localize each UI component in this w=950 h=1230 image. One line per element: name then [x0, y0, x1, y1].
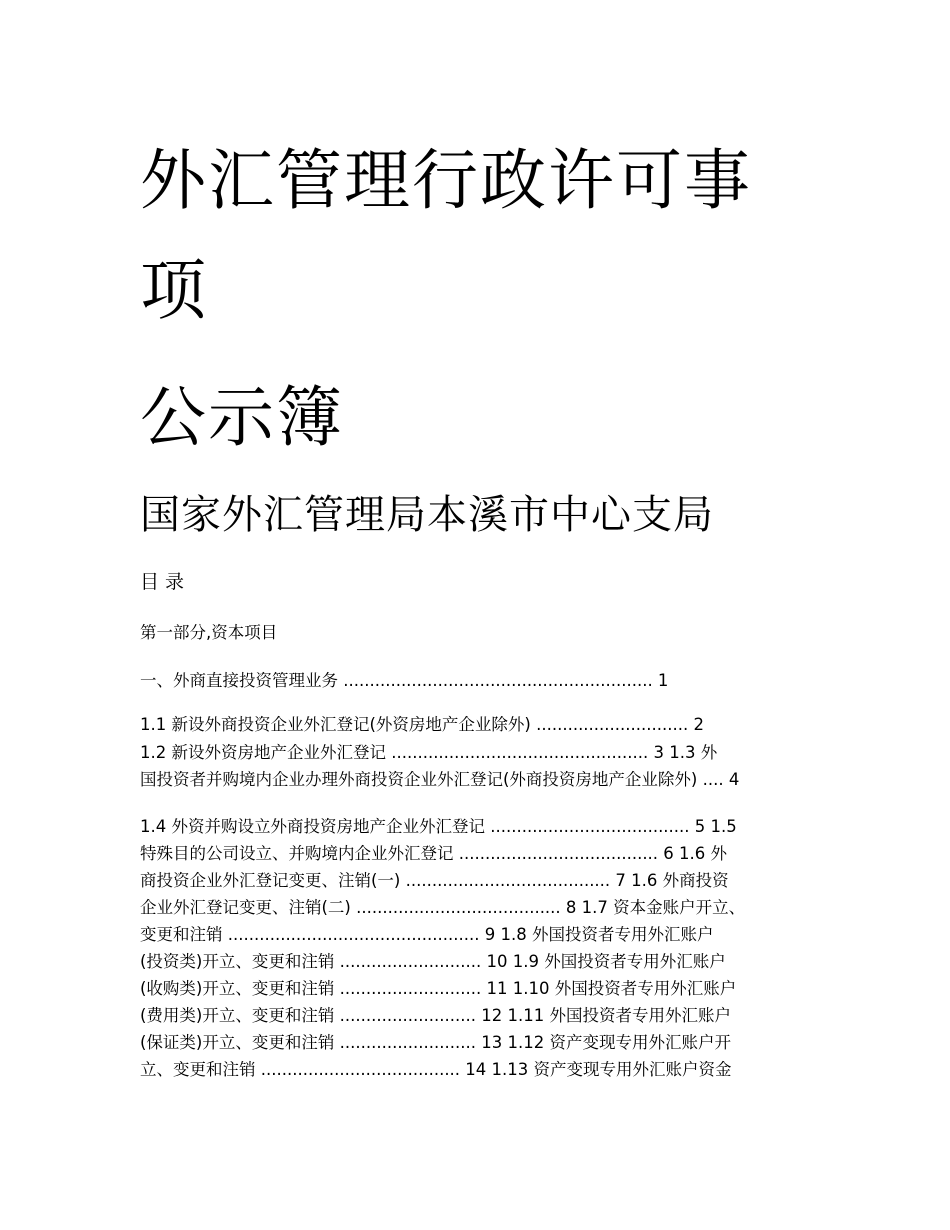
- toc-line: (费用类)开立、变更和注销 .......................... 12 1.11 外国投资者专用外汇账户: [140, 1006, 731, 1025]
- toc-line: 1.4 外资并购设立外商投资房地产企业外汇登记 ...................................... 5 1.5: [140, 817, 737, 836]
- toc-line: (收购类)开立、变更和注销 ........................... 11 1.10 外国投资者专用外汇账户: [140, 979, 737, 998]
- document-title-line-2: 项: [140, 252, 208, 329]
- document-title-line-1: 外汇管理行政许可事: [140, 142, 752, 219]
- toc-line: 1.2 新设外资房地产企业外汇登记 ................................................. 3 1.3 外: [140, 743, 718, 762]
- section-heading: 一、外商直接投资管理业务 ........................................................... 1: [140, 671, 669, 690]
- part-heading: 第一部分,资本项目: [140, 623, 278, 642]
- toc-line: 特殊目的公司设立、并购境内企业外汇登记 ...................................... 6 1.6 外: [140, 844, 728, 863]
- toc-line: 变更和注销 ................................................ 9 1.8 外国投资者专用外汇账户: [140, 925, 714, 944]
- issuer-name: 国家外汇管理局本溪市中心支局: [140, 492, 714, 538]
- toc-line: (保证类)开立、变更和注销 .......................... 13 1.12 资产变现专用外汇账户开: [140, 1033, 731, 1052]
- toc-line: 立、变更和注销 ...................................... 14 1.13 资产变现专用外汇账户资金: [140, 1060, 732, 1079]
- toc-line: 国投资者并购境内企业办理外商投资企业外汇登记(外商投资房地产企业除外) .... 4: [140, 770, 740, 789]
- toc-line: 商投资企业外汇登记变更、注销(一) ....................................... 7 1.6 外商投资: [140, 871, 729, 890]
- document-title-line-3: 公示簿: [140, 379, 344, 456]
- toc-line: 企业外汇登记变更、注销(二) ....................................... 8 1.7 资本金账户开立、: [140, 898, 746, 917]
- toc-line: 1.1 新设外商投资企业外汇登记(外资房地产企业除外) ............................. 2: [140, 715, 704, 734]
- toc-heading: 目 录: [140, 571, 185, 593]
- toc-line: (投资类)开立、变更和注销 ........................... 10 1.9 外国投资者专用外汇账户: [140, 952, 726, 971]
